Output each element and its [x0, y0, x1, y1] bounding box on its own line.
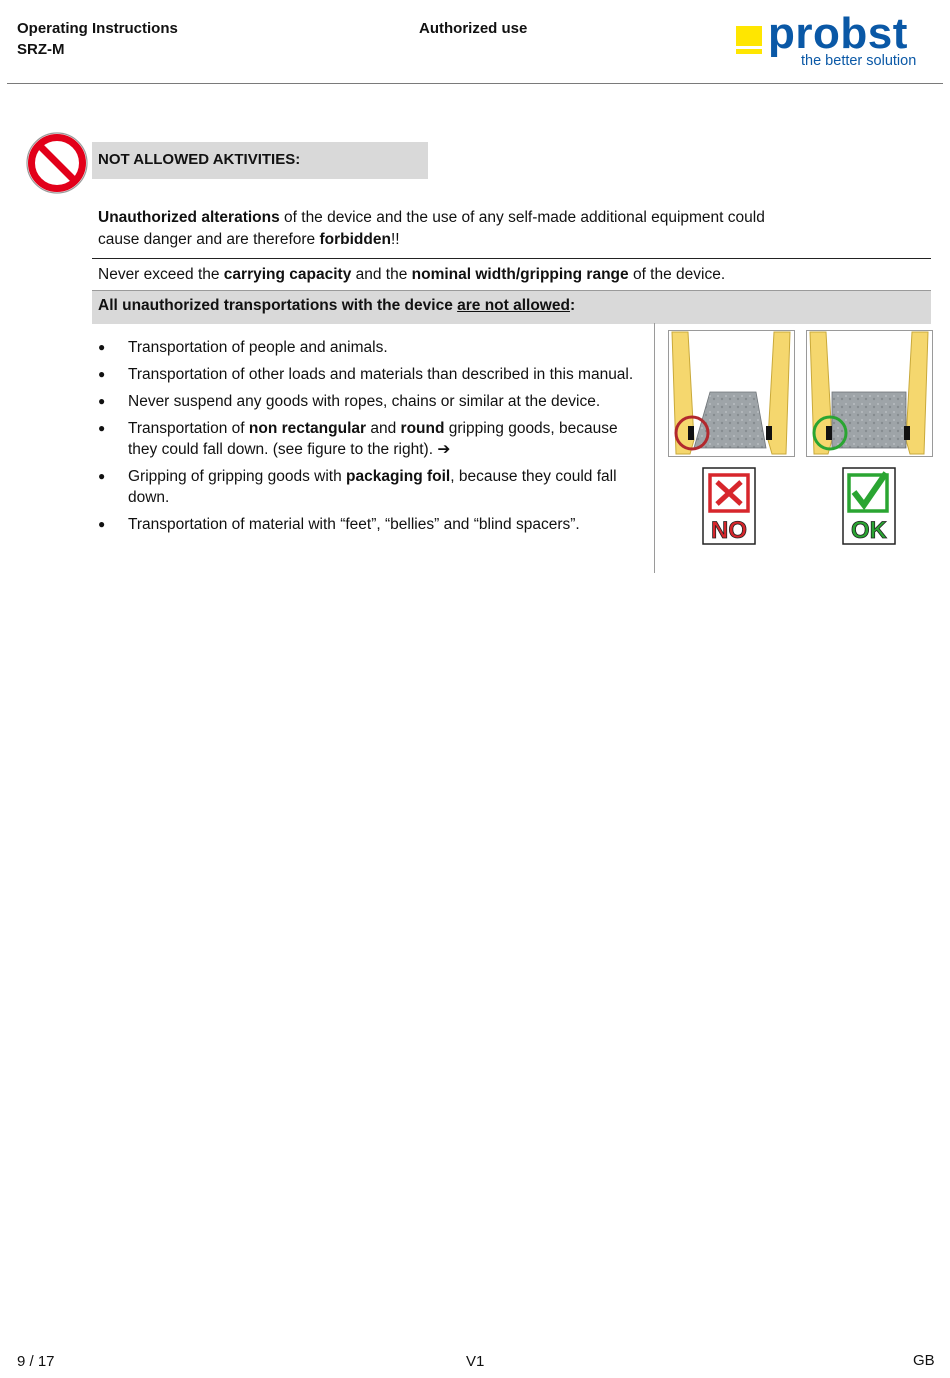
logo-tagline: the better solution	[801, 53, 917, 69]
doc-model: SRZ-M	[17, 41, 65, 58]
ok-sign	[843, 468, 895, 544]
version-label: V1	[466, 1353, 485, 1370]
gripping-panel-correct	[807, 331, 933, 457]
list-item: ● Never suspend any goods with ropes, chains or similar at the device.	[98, 391, 650, 412]
item-bold: round	[400, 420, 445, 437]
section-heading: Authorized use	[419, 20, 528, 37]
item-text: Transportation of	[128, 420, 249, 437]
alterations-bold: Unauthorized alterations	[98, 209, 280, 226]
capacity-text-1: Never exceed the	[98, 266, 224, 283]
doc-title: Operating Instructions	[17, 20, 178, 37]
page-number: 9 / 17	[17, 1353, 55, 1370]
item-text: gripping goods, because they could fall down. (see figure to the right).	[128, 420, 618, 458]
item-bold: packaging foil	[346, 468, 451, 485]
alterations-warning	[98, 207, 798, 251]
capacity-bold-1: carrying capacity	[223, 266, 352, 283]
prohibition-icon	[25, 131, 89, 195]
language-label: GB	[913, 1352, 935, 1369]
transport-heading-text: All unauthorized transportations with the device	[98, 297, 458, 314]
capacity-bold-2: nominal width/gripping range	[411, 266, 629, 283]
not-allowed-list	[98, 337, 650, 541]
section-title-box	[92, 142, 428, 179]
item-bold: non rectangular	[248, 420, 367, 437]
list-item: ● Transportation of material with “feet”, “bellies” and “blind spacers”.	[98, 514, 650, 535]
transport-heading-underlined: are not allowed	[457, 297, 570, 314]
header-doc-info	[17, 18, 178, 60]
arrow-right-icon: ➔	[437, 441, 451, 458]
probst-logo	[734, 9, 934, 72]
gripping-panel-wrong	[669, 331, 795, 457]
no-label: NO	[711, 517, 747, 544]
ok-label: OK	[851, 517, 887, 544]
item-text: and	[366, 420, 401, 437]
capacity-warning	[98, 264, 725, 286]
section-title: NOT ALLOWED AKTIVITIES:	[98, 151, 301, 168]
header-divider	[7, 83, 943, 84]
logo-yellow-mark-line	[736, 49, 762, 54]
no-sign	[703, 468, 755, 544]
transport-heading	[98, 297, 575, 315]
capacity-text-3: of the device.	[628, 266, 726, 283]
list-item	[98, 466, 650, 508]
list-item: ● Transportation of other loads and materials than described in this manual.	[98, 364, 650, 385]
transport-heading-colon: :	[569, 297, 576, 314]
transport-heading-band	[92, 290, 931, 324]
item-text: , because they could fall down.	[128, 468, 617, 506]
item-text: Gripping of gripping goods with	[128, 468, 346, 485]
logo-yellow-mark	[736, 26, 762, 46]
column-divider	[654, 323, 655, 573]
content-divider	[92, 258, 931, 259]
gripping-figure	[668, 330, 934, 550]
logo-wordmark: probst	[768, 9, 908, 58]
forbidden-bold: forbidden	[319, 231, 391, 248]
list-item: ● Transportation of people and animals.	[98, 337, 650, 358]
alterations-text: of the device and the use of any self-made additional equipment could cause danger and are therefore	[98, 209, 765, 248]
list-item	[98, 418, 650, 460]
alterations-tail: !!	[390, 231, 400, 248]
capacity-text-2: and the	[351, 266, 412, 283]
